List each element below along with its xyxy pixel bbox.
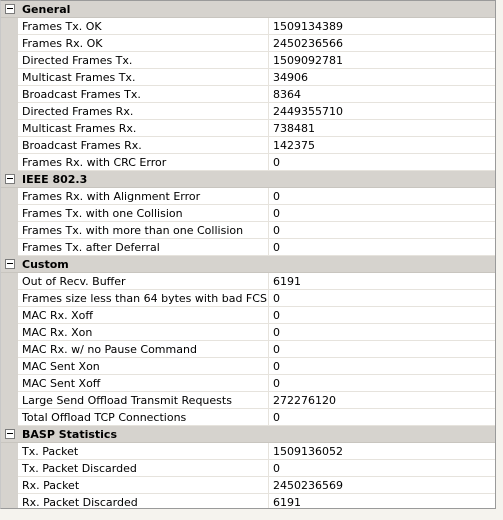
category-basp-statistics[interactable] bbox=[1, 426, 495, 443]
property-row[interactable] bbox=[1, 205, 495, 222]
property-name: Frames Rx. OK bbox=[18, 35, 269, 52]
property-name: Tx. Packet Discarded bbox=[18, 460, 269, 477]
property-row[interactable] bbox=[1, 375, 495, 392]
property-value: 272276120 bbox=[269, 392, 495, 409]
property-value: 34906 bbox=[269, 69, 495, 86]
row-gutter bbox=[1, 273, 18, 290]
property-name: Frames Tx. after Deferral bbox=[18, 239, 269, 256]
row-gutter bbox=[1, 35, 18, 52]
property-row[interactable] bbox=[1, 324, 495, 341]
property-row[interactable] bbox=[1, 273, 495, 290]
category-ieee-802-3[interactable] bbox=[1, 171, 495, 188]
property-row[interactable] bbox=[1, 290, 495, 307]
property-name: Rx. Packet bbox=[18, 477, 269, 494]
category-title: IEEE 802.3 bbox=[22, 172, 88, 186]
property-name: Frames Tx. OK bbox=[18, 18, 269, 35]
row-gutter bbox=[1, 341, 18, 358]
property-value: 0 bbox=[269, 460, 495, 477]
row-gutter bbox=[1, 103, 18, 120]
property-value: 6191 bbox=[269, 273, 495, 290]
property-row[interactable] bbox=[1, 69, 495, 86]
row-gutter bbox=[1, 86, 18, 103]
property-name: Frames size less than 64 bytes with bad FCS bbox=[18, 290, 269, 307]
row-gutter bbox=[1, 18, 18, 35]
property-row[interactable] bbox=[1, 307, 495, 324]
property-value: 0 bbox=[269, 188, 495, 205]
row-gutter bbox=[1, 52, 18, 69]
property-name: Broadcast Frames Rx. bbox=[18, 137, 269, 154]
property-value: 2450236566 bbox=[269, 35, 495, 52]
property-name: MAC Rx. Xoff bbox=[18, 307, 269, 324]
property-name: MAC Rx. w/ no Pause Command bbox=[18, 341, 269, 358]
row-gutter bbox=[1, 307, 18, 324]
property-value: 0 bbox=[269, 307, 495, 324]
property-value: 0 bbox=[269, 239, 495, 256]
row-gutter bbox=[1, 120, 18, 137]
property-value: 1509136052 bbox=[269, 443, 495, 460]
property-row[interactable] bbox=[1, 35, 495, 52]
category-title: Custom bbox=[22, 257, 69, 271]
property-value: 6191 bbox=[269, 494, 495, 509]
row-gutter bbox=[1, 205, 18, 222]
property-row[interactable] bbox=[1, 239, 495, 256]
row-gutter bbox=[1, 69, 18, 86]
property-name: MAC Sent Xon bbox=[18, 358, 269, 375]
property-value: 2450236569 bbox=[269, 477, 495, 494]
property-row[interactable] bbox=[1, 103, 495, 120]
property-row[interactable] bbox=[1, 222, 495, 239]
collapse-icon[interactable] bbox=[5, 429, 15, 439]
property-name: Out of Recv. Buffer bbox=[18, 273, 269, 290]
row-gutter bbox=[1, 409, 18, 426]
property-row[interactable] bbox=[1, 358, 495, 375]
row-gutter bbox=[1, 222, 18, 239]
row-gutter bbox=[1, 477, 18, 494]
collapse-icon[interactable] bbox=[5, 259, 15, 269]
property-name: Frames Tx. with one Collision bbox=[18, 205, 269, 222]
property-name: Rx. Packet Discarded bbox=[18, 494, 269, 509]
property-value: 142375 bbox=[269, 137, 495, 154]
property-name: Multicast Frames Tx. bbox=[18, 69, 269, 86]
property-row[interactable] bbox=[1, 460, 495, 477]
row-gutter bbox=[1, 375, 18, 392]
property-name: Frames Rx. with CRC Error bbox=[18, 154, 269, 171]
property-value: 0 bbox=[269, 324, 495, 341]
category-title: BASP Statistics bbox=[22, 427, 117, 441]
property-row[interactable] bbox=[1, 409, 495, 426]
property-row[interactable] bbox=[1, 18, 495, 35]
property-value: 0 bbox=[269, 205, 495, 222]
property-name: Total Offload TCP Connections bbox=[18, 409, 269, 426]
property-name: Directed Frames Tx. bbox=[18, 52, 269, 69]
property-value: 0 bbox=[269, 358, 495, 375]
property-name: Directed Frames Rx. bbox=[18, 103, 269, 120]
property-row[interactable] bbox=[1, 188, 495, 205]
property-row[interactable] bbox=[1, 341, 495, 358]
property-row[interactable] bbox=[1, 120, 495, 137]
property-row[interactable] bbox=[1, 494, 495, 509]
row-gutter bbox=[1, 290, 18, 307]
category-title: General bbox=[22, 2, 71, 16]
property-name: Frames Tx. with more than one Collision bbox=[18, 222, 269, 239]
property-row[interactable] bbox=[1, 392, 495, 409]
property-row[interactable] bbox=[1, 86, 495, 103]
property-value: 738481 bbox=[269, 120, 495, 137]
property-value: 8364 bbox=[269, 86, 495, 103]
collapse-icon[interactable] bbox=[5, 4, 15, 14]
property-name: MAC Sent Xoff bbox=[18, 375, 269, 392]
row-gutter bbox=[1, 324, 18, 341]
collapse-icon[interactable] bbox=[5, 174, 15, 184]
row-gutter bbox=[1, 188, 18, 205]
property-value: 0 bbox=[269, 154, 495, 171]
property-row[interactable] bbox=[1, 154, 495, 171]
property-value: 1509134389 bbox=[269, 18, 495, 35]
category-general[interactable] bbox=[1, 1, 495, 18]
property-name: Large Send Offload Transmit Requests bbox=[18, 392, 269, 409]
row-gutter bbox=[1, 154, 18, 171]
property-value: 1509092781 bbox=[269, 52, 495, 69]
property-row[interactable] bbox=[1, 137, 495, 154]
property-row[interactable] bbox=[1, 52, 495, 69]
property-value: 2449355710 bbox=[269, 103, 495, 120]
property-value: 0 bbox=[269, 290, 495, 307]
row-gutter bbox=[1, 392, 18, 409]
property-value: 0 bbox=[269, 409, 495, 426]
row-gutter bbox=[1, 494, 18, 509]
row-gutter bbox=[1, 460, 18, 477]
property-value: 0 bbox=[269, 222, 495, 239]
property-name: Tx. Packet bbox=[18, 443, 269, 460]
property-row[interactable] bbox=[1, 477, 495, 494]
property-row[interactable] bbox=[1, 443, 495, 460]
property-name: MAC Rx. Xon bbox=[18, 324, 269, 341]
row-gutter bbox=[1, 358, 18, 375]
row-gutter bbox=[1, 137, 18, 154]
property-name: Broadcast Frames Tx. bbox=[18, 86, 269, 103]
property-value: 0 bbox=[269, 375, 495, 392]
property-name: Frames Rx. with Alignment Error bbox=[18, 188, 269, 205]
category-custom[interactable] bbox=[1, 256, 495, 273]
row-gutter bbox=[1, 239, 18, 256]
property-name: Multicast Frames Rx. bbox=[18, 120, 269, 137]
row-gutter bbox=[1, 443, 18, 460]
property-value: 0 bbox=[269, 341, 495, 358]
